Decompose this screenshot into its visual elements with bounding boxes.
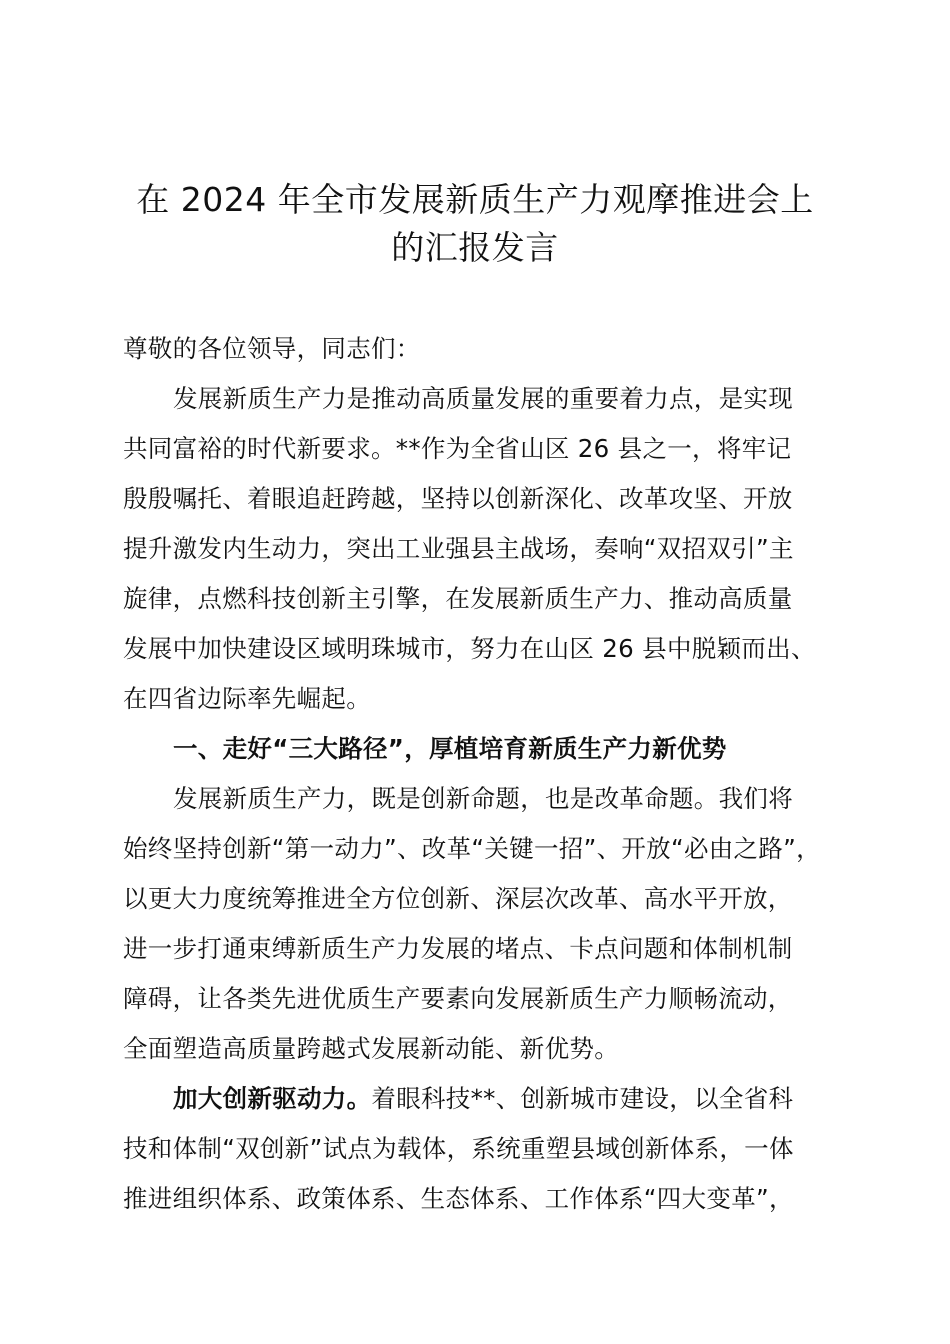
document-body [123,324,835,1224]
paragraph-2 [123,774,835,1074]
paragraph-line: 共同富裕的时代新要求。**作为全省山区 26 县之一，将牢记 [123,434,792,463]
paragraph-line: 技和体制“双创新”试点为载体，系统重塑县域创新体系，一体 [123,1134,794,1163]
paragraph-line-rest: 着眼科技**、创新城市建设，以全省科 [371,1084,794,1113]
paragraph-line: 推进组织体系、政策体系、生态体系、工作体系“四大变革”， [123,1184,794,1213]
paragraph-line: 发展新质生产力，既是创新命题，也是改革命题。我们将 [173,784,793,813]
paragraph-line: 发展新质生产力是推动高质量发展的重要着力点，是实现 [173,384,793,413]
paragraph-line [123,1074,835,1124]
paragraph-line: 全面塑造高质量跨越式发展新动能、新优势。 [123,1034,619,1063]
paragraph-3 [123,1074,835,1224]
paragraph-line: 始终坚持创新“第一动力”、改革“关键一招”、开放“必由之路”， [123,834,821,863]
paragraph-line: 旋律，点燃科技创新主引擎，在发展新质生产力、推动高质量 [123,584,793,613]
paragraph-line: 提升激发内生动力，突出工业强县主战场，奏响“双招双引”主 [123,534,794,563]
paragraph-line: 以更大力度统筹推进全方位创新、深层次改革、高水平开放， [123,884,793,913]
paragraph-line: 在四省边际率先崛起。 [123,684,371,713]
paragraph-lead-bold: 加大创新驱动力。 [173,1084,372,1113]
paragraph-1 [123,374,835,724]
salutation: 尊敬的各位领导，同志们： [123,334,421,363]
section-heading-1: 一、走好“三大路径”，厚植培育新质生产力新优势 [173,734,727,763]
paragraph-line: 障碍，让各类先进优质生产要素向发展新质生产力顺畅流动， [123,984,793,1013]
document-title [110,176,840,272]
paragraph-line: 殷殷嘱托、着眼追赶跨越，坚持以创新深化、改革攻坚、开放 [123,484,793,513]
paragraph-line: 发展中加快建设区域明珠城市，努力在山区 26 县中脱颖而出、 [123,634,816,663]
paragraph-line: 进一步打通束缚新质生产力发展的堵点、卡点问题和体制机制 [123,934,793,963]
title-line-2: 的汇报发言 [391,228,559,267]
title-line-1: 在 2024 年全市发展新质生产力观摩推进会上 [136,180,814,219]
